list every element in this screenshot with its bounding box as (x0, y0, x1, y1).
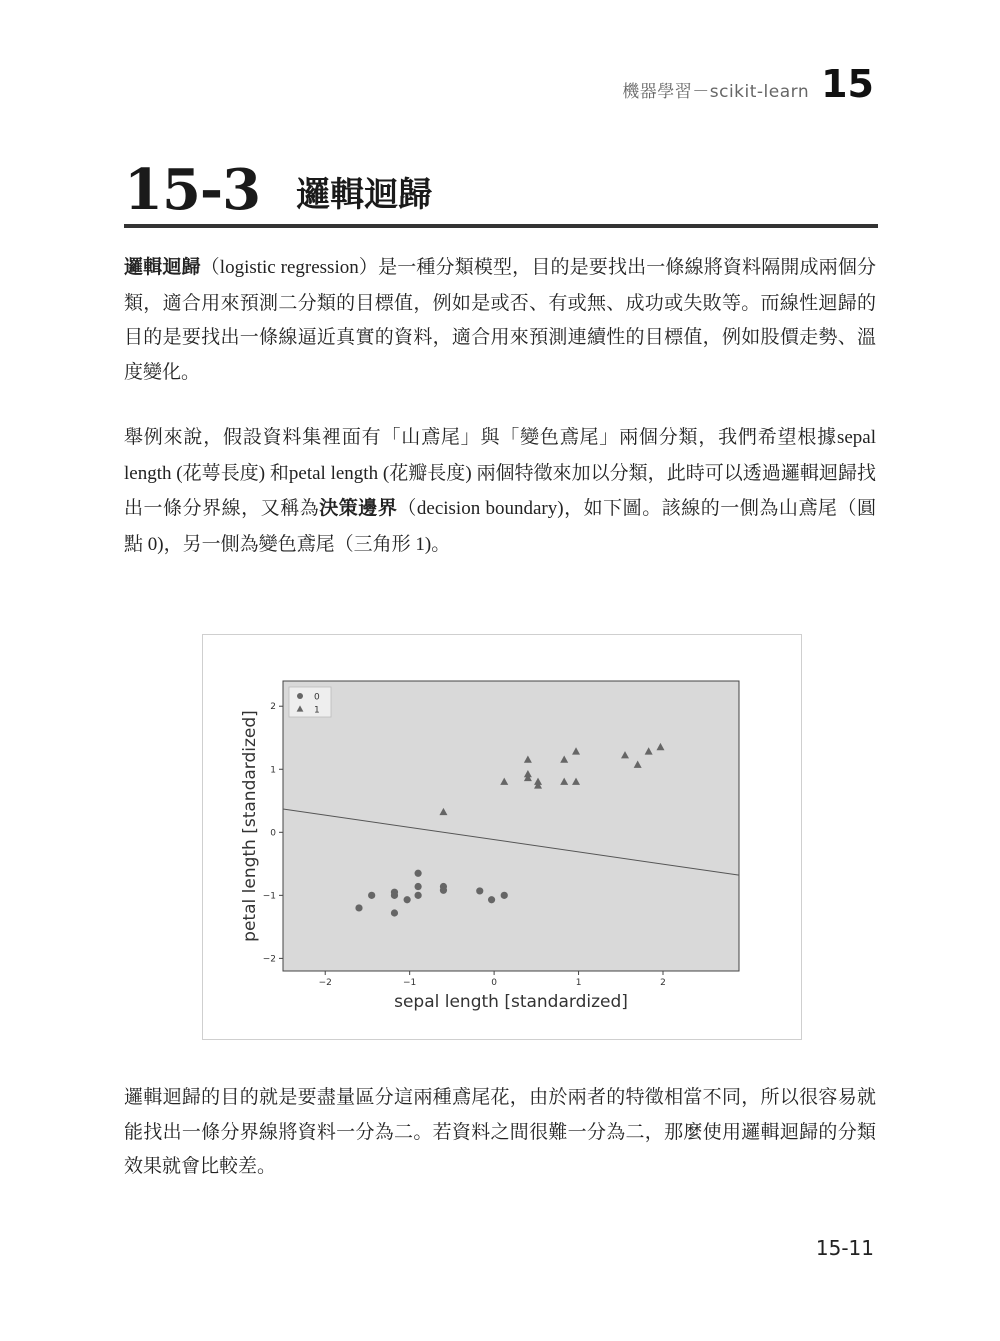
data-point-class-0 (391, 909, 398, 916)
example-text-o: 。 (431, 532, 451, 555)
example-text-j: （decision boundary) (397, 498, 564, 519)
example-text-n: 1) (410, 533, 432, 555)
book-title: 機器學習－scikit-learn (622, 82, 810, 102)
section-number: 15-3 (124, 157, 261, 223)
example-text-i: 兩個特徵來加以分類，此時可以透過邏輯迴歸找出一條分界線，又稱為 (124, 461, 876, 519)
data-point-class-0 (415, 892, 422, 899)
x-tick-label: 2 (660, 978, 666, 988)
legend-marker-circle (297, 693, 303, 699)
example-text-a: 舉例來說，假設資料集裡面有「山鳶尾」與「變色鳶尾」兩個分類，我們希望根據 (124, 426, 837, 448)
section-heading (124, 157, 878, 228)
example-text-e: 和 (269, 461, 289, 484)
data-point-class-0 (368, 892, 375, 899)
chapter-number: 15 (821, 62, 874, 106)
x-tick-label: 0 (491, 978, 497, 988)
example-text-k: ，如下圖。該線的一側為山鳶尾（圓點 (124, 497, 876, 555)
example-text-c: 花萼長度 (182, 461, 259, 484)
y-tick-label: −2 (262, 954, 276, 965)
y-tick-label: 1 (270, 765, 276, 776)
term-en: （logistic regression） (200, 257, 379, 278)
data-point-class-0 (476, 887, 483, 894)
y-tick-label: 2 (270, 702, 276, 713)
data-point-class-0 (355, 904, 362, 911)
legend-label: 0 (314, 692, 320, 703)
example-text-b: sepal length ( (124, 427, 876, 484)
y-tick-label: 0 (270, 828, 276, 839)
example-text-l: 0) (143, 533, 164, 555)
data-point-class-0 (440, 887, 447, 894)
legend-label: 1 (314, 705, 320, 716)
section-title: 邏輯迴歸 (296, 175, 433, 215)
example-text-f: petal length ( (288, 462, 390, 484)
y-axis-label: petal length [standardized] (240, 710, 260, 942)
plot-area (283, 681, 739, 971)
example-text-g: 花瓣長度 (389, 461, 466, 484)
legend-box (289, 687, 331, 717)
data-point-class-0 (415, 883, 422, 890)
data-point-class-0 (501, 892, 508, 899)
figure-decision-boundary (202, 634, 802, 1040)
x-tick-label: 1 (575, 978, 582, 988)
paragraph-example (124, 420, 876, 562)
data-point-class-0 (488, 896, 495, 903)
term-logistic-regression: 邏輯迴歸 (124, 256, 201, 278)
data-point-class-0 (404, 896, 411, 903)
example-text-h: ) (465, 462, 477, 484)
data-point-class-0 (391, 892, 398, 899)
intro-text: 是一種分類模型，目的是要找出一條線將資料隔開成兩個分類，適合用來預測二分類的目標值，例如是或否、有或無、成功或失敗等。而線性迴歸的目的是要找出一條線逼近真實的資料，適合用來預測連續性的目標值，例如股價走勢、溫度變化。 (124, 256, 876, 383)
example-text-d: ) (258, 462, 270, 484)
x-axis-label: sepal length [standardized] (394, 992, 628, 1012)
y-tick-label: −1 (262, 891, 276, 902)
example-text-m: ，另一側為變色鳶尾（三角形 (163, 532, 411, 555)
paragraph-conclusion: 邏輯迴歸的目的就是要盡量區分這兩種鳶尾花，由於兩者的特徵相當不同，所以很容易就能找出一條分界線將資料一分為二。若資料之間很難一分為二，那麼使用邏輯迴歸的分類效果就會比較差。 (124, 1086, 876, 1177)
page-number: 15-11 (815, 1236, 874, 1260)
running-head (622, 62, 874, 106)
data-point-class-0 (415, 870, 422, 877)
paragraph-intro (124, 250, 876, 389)
x-tick-label: −1 (403, 978, 417, 988)
x-tick-label: −2 (318, 978, 332, 988)
term-decision-boundary: 決策邊界 (319, 497, 398, 519)
scatter-chart (203, 635, 801, 1039)
